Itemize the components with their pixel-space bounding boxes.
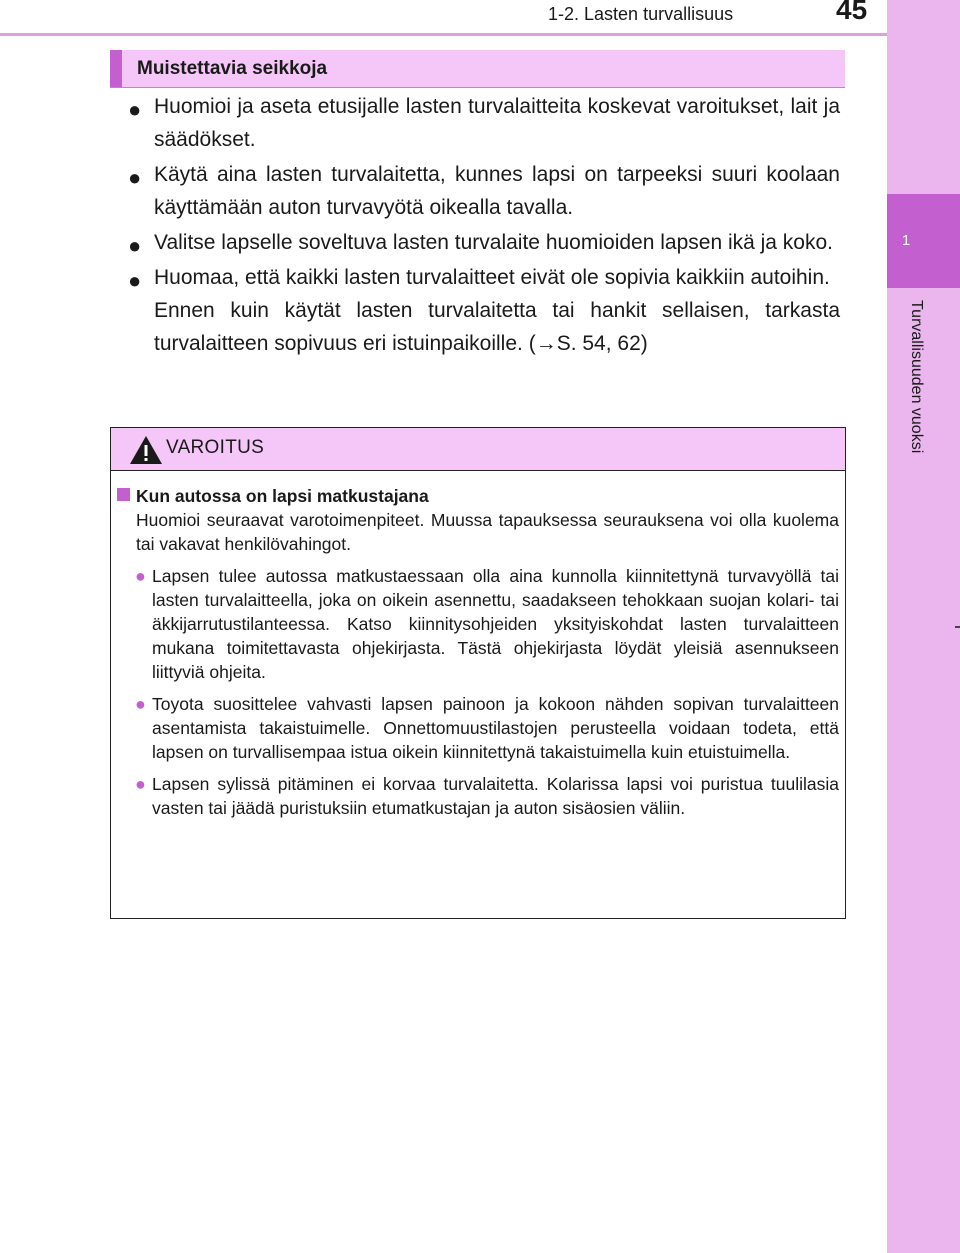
memo-item: [128, 226, 840, 259]
bullet-icon: ●: [135, 694, 146, 714]
bullet-icon: ●: [128, 165, 142, 190]
warning-heading-text: Kun autossa on lapsi matkustajana: [136, 486, 429, 506]
warning-bullet-text: Lapsen sylissä pitäminen ei korvaa turvalaitetta. Kolarissa lapsi voi puristua tuulilasia vasten tai jäädä puristuksiin etumatkustajan ja auton sisäosien väliin.: [152, 774, 839, 818]
header-rule: [0, 33, 887, 36]
warning-intro: Huomioi seuraavat varotoimenpiteet. Muussa tapauksessa seurauksena voi olla kuolema tai vakavat henkilövahingot.: [136, 510, 839, 554]
warning-body: [117, 484, 839, 828]
memo-title-bar: [110, 50, 845, 88]
bullet-icon: ●: [128, 268, 142, 293]
chapter-title: Turvallisuuden vuoksi: [908, 300, 925, 454]
warning-box: [110, 427, 846, 919]
section-title: 1-2. Lasten turvallisuus: [548, 4, 734, 24]
warning-icon: [129, 435, 163, 465]
warning-bullet: [137, 564, 839, 684]
memo-item-text: Valitse lapselle soveltuva lasten turvalaite huomioiden lapsen ikä ja koko.: [154, 231, 834, 254]
warning-bullet: [137, 772, 839, 820]
bullet-icon: ●: [135, 774, 146, 794]
memo-list: [128, 90, 840, 362]
warning-header: [111, 428, 845, 471]
memo-item-text: Käytä aina lasten turvalaitetta, kunnes lapsi on tarpeeksi suuri koolaan käyttämään auton turvavyötä oikealla tavalla.: [154, 163, 840, 219]
bullet-icon: ●: [128, 97, 142, 122]
memo-item: [128, 261, 840, 360]
warning-bullets: [117, 564, 839, 820]
warning-bullet: [137, 692, 839, 764]
bullet-icon: ●: [135, 566, 146, 586]
chapter-side-tab: [887, 0, 960, 1253]
memo-item-extra: Ennen kuin käytät lasten turvalaitetta tai hankit sellaisen, tarkasta turvalaitteen sopivuus eri istuinpaikoille. (→S. 54, 62): [154, 299, 840, 355]
bullet-icon: ●: [128, 233, 142, 258]
warning-bullet-text: Toyota suosittelee vahvasti lapsen painoon ja kokoon nähden sopivan turvalaitteen asentamista takaistuimelle. Onnettomuustilastojen perusteella voidaan todeta, että lapsen on turvallisempaa istua oikein kiinnitettynä takaistuimella kuin etuistuimella.: [152, 694, 839, 762]
memo-accent: [110, 50, 122, 87]
warning-heading: [117, 484, 839, 508]
memo-item-text: Huomaa, että kaikki lasten turvalaitteet eivät ole sopivia kaikkiin autoihin.: [154, 266, 830, 289]
edge-mark: [955, 626, 960, 628]
memo-item: [128, 158, 840, 224]
warning-bullet-text: Lapsen tulee autossa matkustaessaan olla aina kunnolla kiinnitettynä turvavyöllä tai lasten turvalaitteella, joka on oikein asennettu, saadakseen tehokkaan suojan kolari- tai äkkijarrutustilanteessa. Katso kiinnitysohjeiden yksityiskohdat lasten turvalaitteen mukana toimitettavasta ohjekirjasta. Tästä ohjekirjasta löydät yleisiä asennukseen liittyviä ohjeita.: [152, 566, 839, 682]
memo-title: Muistettavia seikkoja: [137, 58, 328, 79]
page-number: 45: [836, 0, 868, 25]
warning-label: VAROITUS: [166, 437, 265, 458]
chapter-number: 1: [901, 232, 911, 249]
memo-item: [128, 90, 840, 156]
memo-item-text: Huomioi ja aseta etusijalle lasten turvalaitteita koskevat varoitukset, lait ja säädökset.: [154, 95, 840, 151]
square-bullet-icon: [117, 488, 130, 501]
